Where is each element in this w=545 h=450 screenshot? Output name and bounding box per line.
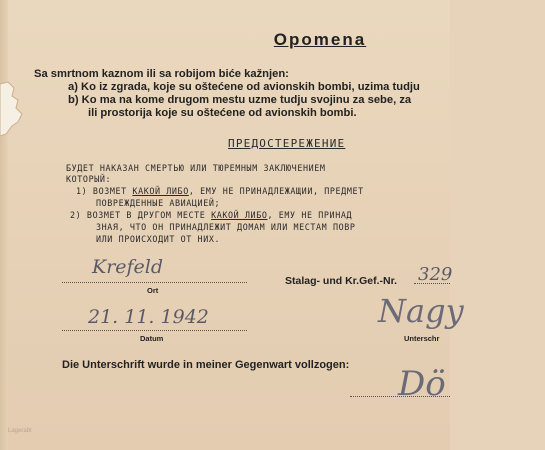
stalag-label: Stalag- und Kr.Gef.-Nr. xyxy=(285,275,398,287)
torn-hole xyxy=(0,78,34,138)
witness-signature: Dö xyxy=(398,364,446,404)
russian-line-2: КОТОРЫЙ: xyxy=(66,174,112,184)
serbian-intro: Sa smrtnom kaznom ili sa robijom biće kažnjen: xyxy=(34,68,289,80)
paper-edge xyxy=(0,0,8,450)
russian-line-5-a: 2) ВОЗМЕТ В ДРУГОМ МЕСТЕ xyxy=(70,210,212,220)
datum-label: Datum xyxy=(140,334,164,343)
stalag-line xyxy=(414,283,450,284)
footer-mark: Lagerabt xyxy=(8,428,32,434)
russian-line-3-underlined: КАКОЙ ЛИБО xyxy=(132,186,189,196)
page-title: Opomena xyxy=(273,30,367,49)
datum-handwritten: 21. 11. 1942 xyxy=(88,306,209,328)
ort-line xyxy=(62,282,247,283)
serbian-item-b-line2: ili prostorija koje su oštećene od avionskih bombi. xyxy=(88,107,357,119)
russian-line-4: ПОВРЕЖДЕННЫЕ АВИАЦИЕЙ; xyxy=(96,198,221,208)
russian-line-6: ЗНАЯ, ЧТО ОН ПРИНАДЛЕЖИТ ДОМАМ ИЛИ МЕСТАМ ПОВР xyxy=(96,222,356,232)
ort-label: Ort xyxy=(147,286,159,295)
russian-line-5-b: , ЕМУ НЕ ПРИНАД xyxy=(267,210,353,220)
prisoner-signature: Nagy xyxy=(378,292,464,330)
russian-line-1: БУДЕТ НАКАЗАН СМЕРТЬЮ ИЛИ ТЮРЕМНЫМ ЗАКЛЮЧЕНИЕМ xyxy=(66,163,326,173)
russian-line-5-underlined: КАКОЙ ЛИБО xyxy=(211,210,268,220)
stalag-handwritten: 329 xyxy=(418,264,453,285)
witness-text: Die Unterschrift wurde in meiner Gegenwart vollzogen: xyxy=(62,359,350,371)
serbian-item-b-line1: b) Ko ma na kome drugom mestu uzme tudju svojinu za sebe, za xyxy=(68,94,412,106)
serbian-item-a: a) Ko iz zgrada, koje su oštećene od avionskih bombi, uzima tudju xyxy=(68,81,420,93)
russian-title: ПРЕДОСТЕРЕЖЕНИЕ xyxy=(228,137,346,150)
russian-line-3-b: , ЕМУ НЕ ПРИНАДЛЕЖАЩИИ, ПРЕДМЕТ xyxy=(188,186,364,196)
russian-line-3 xyxy=(76,186,364,196)
russian-line-7: ИЛИ ПРОИСХОДИТ ОТ НИХ. xyxy=(96,234,221,244)
russian-line-5 xyxy=(70,210,352,220)
unterschrift-label: Unterschr xyxy=(404,334,440,343)
russian-line-3-a: 1) ВОЗМЕТ xyxy=(76,186,133,196)
datum-line xyxy=(62,330,247,331)
ort-handwritten: Krefeld xyxy=(92,256,164,278)
witness-line xyxy=(350,396,450,397)
